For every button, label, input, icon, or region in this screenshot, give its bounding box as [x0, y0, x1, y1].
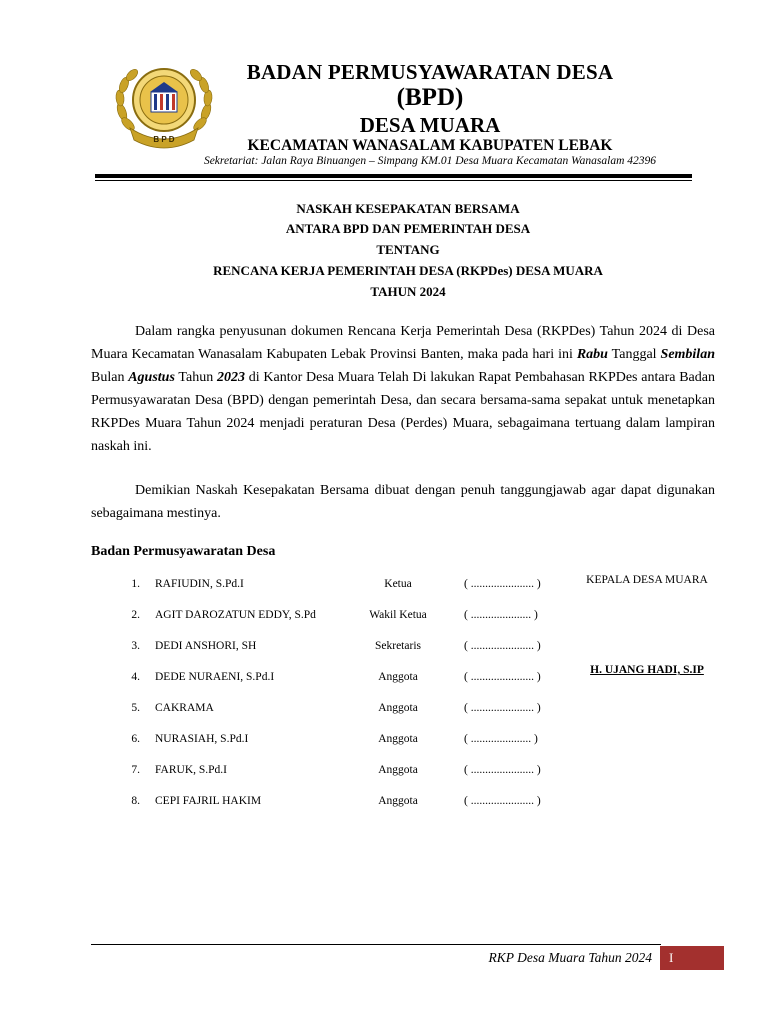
- doc-title-line-2: ANTARA BPD DAN PEMERINTAH DESA: [285, 221, 531, 236]
- village-head-title: KEPALA DESA MUARA: [586, 574, 708, 586]
- member-name: DEDI ANSHORI, SH: [155, 640, 257, 652]
- org-abbreviation: (BPD): [396, 84, 464, 111]
- member-signature-line: ( ...................... ): [464, 702, 541, 714]
- member-name: CAKRAMA: [155, 702, 214, 714]
- member-row: [0, 702, 768, 722]
- member-number: 1.: [131, 578, 140, 590]
- member-number: 4.: [131, 671, 140, 683]
- member-number: 3.: [131, 640, 140, 652]
- member-name: RAFIUDIN, S.Pd.I: [155, 578, 244, 590]
- member-row: [0, 795, 768, 815]
- village-name: DESA MUARA: [359, 113, 501, 137]
- org-name: BADAN PERMUSYAWARATAN DESA: [246, 60, 614, 84]
- member-role: Anggota: [378, 733, 418, 745]
- member-row: [0, 764, 768, 784]
- member-role: Anggota: [378, 795, 418, 807]
- member-role: Sekretaris: [375, 640, 421, 652]
- member-name: DEDE NURAENI, S.Pd.I: [155, 671, 275, 683]
- member-name: AGIT DAROZATUN EDDY, S.Pd: [155, 609, 316, 621]
- member-row: [0, 640, 768, 660]
- member-name: CEPI FAJRIL HAKIM: [155, 795, 262, 807]
- district-name: KECAMATAN WANASALAM KABUPATEN LEBAK: [247, 137, 613, 154]
- p1-day: Rabu: [576, 347, 608, 362]
- member-number: 6.: [131, 733, 140, 745]
- doc-title-line-3: TENTANG: [376, 242, 440, 257]
- member-number: 2.: [131, 609, 140, 621]
- member-signature-line: ( ...................... ): [464, 671, 541, 683]
- member-number: 7.: [131, 764, 140, 776]
- footer-divider: [91, 944, 661, 945]
- member-role: Anggota: [378, 671, 418, 683]
- doc-title-line-5: TAHUN 2024: [370, 284, 446, 299]
- member-signature-line: ( ..................... ): [464, 609, 538, 621]
- p1-year: 2023: [216, 370, 245, 385]
- body-paragraph-2: Demikian Naskah Kesepakatan Bersama dibuat dengan penuh tanggungjawab agar dapat digunakan sebagaimana mestinya.: [91, 483, 715, 521]
- member-role: Anggota: [378, 764, 418, 776]
- page-number-badge: I: [660, 946, 724, 970]
- p1-text-d: Tahun: [174, 370, 217, 385]
- member-role: Ketua: [384, 578, 412, 590]
- signatories-heading: Badan Permusyawaratan Desa: [91, 544, 276, 559]
- p1-month: Agustus: [128, 370, 175, 385]
- secretariat-address: Sekretariat: Jalan Raya Binuangen – Simpang KM.01 Desa Muara Kecamatan Wanasalam 42396: [203, 155, 657, 167]
- member-number: 5.: [131, 702, 140, 714]
- member-signature-line: ( ..................... ): [464, 733, 538, 745]
- p1-text-b: Tanggal: [607, 347, 661, 362]
- member-signature-line: ( ...................... ): [464, 764, 541, 776]
- member-name: NURASIAH, S.Pd.I: [155, 733, 249, 745]
- member-role: Anggota: [378, 702, 418, 714]
- letterhead-divider-thick: [95, 174, 692, 178]
- member-signature-line: ( ...................... ): [464, 578, 541, 590]
- member-row: [0, 609, 768, 629]
- p1-date: Sembilan: [660, 347, 715, 362]
- member-row: [0, 733, 768, 753]
- member-role: Wakil Ketua: [369, 609, 427, 621]
- member-name: FARUK, S.Pd.I: [155, 764, 227, 776]
- p1-text-a: Dalam rangka penyusunan dokumen Rencana Kerja Pemerintah Desa (RKPDes) Tahun 2024 di Desa Muara Kecamatan Wanasalam Kabupaten Lebak Provinsi Banten, maka pada hari ini: [91, 324, 715, 362]
- member-signature-line: ( ...................... ): [464, 640, 541, 652]
- doc-title-line-4: RENCANA KERJA PEMERINTAH DESA (RKPDes) DESA MUARA: [213, 263, 603, 278]
- member-number: 8.: [131, 795, 140, 807]
- p1-text-e: di Kantor Desa Muara Telah Di lakukan Rapat Pembahasan RKPDes antara Badan Permusyawaratan Desa (BPD) dengan pemerintah Desa, dan secara bersama-sama sepakat untuk menetapkan RKPDes Muara Tahun 2024 menjadi peraturan Desa (Perdes) Muara, sebagaimana tertuang dalam lampiran naskah ini.: [91, 370, 715, 454]
- footer-text: RKP Desa Muara Tahun 2024: [488, 950, 652, 965]
- logo-text: B P D: [153, 135, 175, 144]
- member-signature-line: ( ...................... ): [464, 795, 541, 807]
- doc-title-line-1: NASKAH KESEPAKATAN BERSAMA: [296, 201, 520, 216]
- village-head-name: H. UJANG HADI, S.IP: [590, 664, 704, 676]
- letterhead-divider-thin: [95, 180, 692, 181]
- p1-text-c: Bulan: [91, 370, 129, 385]
- body-paragraph-1: [91, 320, 715, 458]
